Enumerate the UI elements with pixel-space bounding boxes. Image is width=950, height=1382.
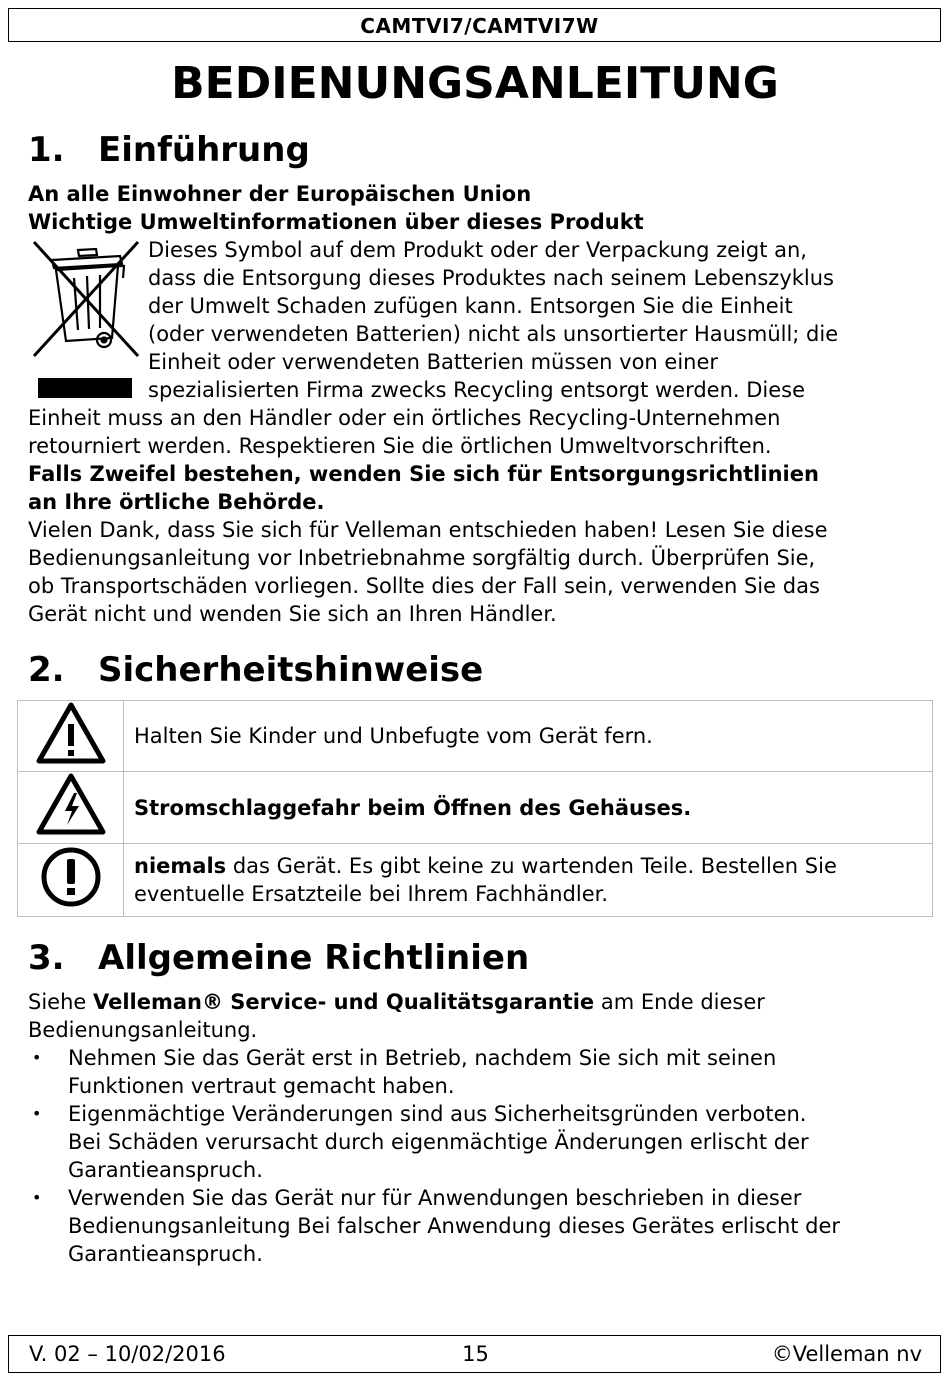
copyright: ©Velleman nv bbox=[771, 1342, 922, 1366]
text-fragment: am Ende dieser bbox=[594, 990, 765, 1014]
table-cell-text bbox=[124, 844, 933, 917]
text-fragment: das Gerät. Es gibt keine zu wartenden Teile. Bestellen Sie bbox=[226, 854, 837, 878]
text-line: dass die Entsorgung dieses Produktes nach seinem Lebenszyklus bbox=[148, 266, 834, 290]
text-line: Funktionen vertraut gemacht haben. bbox=[68, 1074, 455, 1098]
text-line: Verwenden Sie das Gerät nur für Anwendungen beschrieben in dieser bbox=[68, 1186, 802, 1210]
text-line: Gerät nicht und wenden Sie sich an Ihren Händler. bbox=[28, 602, 557, 626]
table-row bbox=[18, 772, 933, 844]
text-fragment: Siehe bbox=[28, 990, 93, 1014]
disposal-text-continued bbox=[28, 404, 923, 628]
text-line: Bei Schäden verursacht durch eigenmächtige Änderungen erlischt der bbox=[68, 1130, 809, 1154]
page-footer bbox=[8, 1335, 941, 1373]
section-number: 2. bbox=[28, 650, 65, 690]
disposal-text-indented bbox=[148, 236, 928, 404]
text-line: Eigenmächtige Veränderungen sind aus Sicherheitsgründen verboten. bbox=[68, 1102, 807, 1126]
emphasis-word: niemals bbox=[134, 854, 227, 878]
environment-info-heading: Wichtige Umweltinformationen über dieses Produkt bbox=[28, 210, 644, 234]
text-line: Bedienungsanleitung vor Inbetriebnahme sorgfältig durch. Überprüfen Sie, bbox=[28, 546, 816, 570]
eu-residents-heading: An alle Einwohner der Europäischen Union bbox=[28, 182, 532, 206]
table-row bbox=[18, 701, 933, 772]
section-2-heading bbox=[28, 648, 483, 692]
text-line: Garantieanspruch. bbox=[68, 1242, 263, 1266]
bullet-icon: • bbox=[32, 1048, 42, 1067]
electric-shock-icon bbox=[36, 773, 106, 835]
text-line: (oder verwendeten Batterien) nicht als unsortierter Hausmüll; die bbox=[148, 322, 839, 346]
section-number: 3. bbox=[28, 938, 65, 978]
table-cell-icon bbox=[18, 701, 124, 772]
document-title: BEDIENUNGSANLEITUNG bbox=[171, 58, 779, 109]
text-line: Nehmen Sie das Gerät erst in Betrieb, nachdem Sie sich mit seinen bbox=[68, 1046, 777, 1070]
text-line: retourniert werden. Respektieren Sie die örtlichen Umweltvorschriften. bbox=[28, 434, 772, 458]
guidelines-list bbox=[28, 1044, 928, 1268]
text-line: Bedienungsanleitung. bbox=[28, 1018, 258, 1042]
text-line: an Ihre örtliche Behörde. bbox=[28, 490, 325, 514]
text-line: Bedienungsanleitung Bei falscher Anwendung dieses Gerätes erlischt der bbox=[68, 1214, 841, 1238]
text-line: Einheit oder verwendeten Batterien müssen von einer bbox=[148, 350, 719, 374]
table-cell-text: Stromschlaggefahr beim Öffnen des Gehäuses. bbox=[124, 772, 933, 844]
bullet-icon: • bbox=[32, 1104, 42, 1123]
version-date: V. 02 – 10/02/2016 bbox=[29, 1342, 226, 1366]
list-item bbox=[28, 1100, 928, 1184]
model-number: CAMTVI7/CAMTVI7W bbox=[360, 14, 599, 38]
table-row bbox=[18, 844, 933, 917]
exclamation-circle-icon bbox=[40, 846, 102, 908]
text-line: ob Transportschäden vorliegen. Sollte dies der Fall sein, verwenden Sie das bbox=[28, 574, 820, 598]
list-item bbox=[28, 1184, 928, 1268]
warranty-reference bbox=[28, 988, 923, 1044]
section-title: Sicherheitshinweise bbox=[98, 650, 484, 690]
text-line: Garantieanspruch. bbox=[68, 1158, 263, 1182]
section-title: Einführung bbox=[98, 130, 310, 170]
section-number: 1. bbox=[28, 130, 65, 170]
warning-triangle-icon bbox=[36, 702, 106, 764]
warranty-name: Velleman® Service- und Qualitätsgarantie bbox=[93, 990, 595, 1014]
safety-table bbox=[17, 700, 933, 917]
section-title: Allgemeine Richtlinien bbox=[98, 938, 530, 978]
model-header bbox=[8, 8, 941, 42]
table-cell-icon bbox=[18, 772, 124, 844]
text-line: Dieses Symbol auf dem Produkt oder der Verpackung zeigt an, bbox=[148, 238, 807, 262]
text-line: Falls Zweifel bestehen, wenden Sie sich für Entsorgungsrichtlinien bbox=[28, 462, 819, 486]
section-3-heading bbox=[28, 936, 529, 980]
table-cell-text: Halten Sie Kinder und Unbefugte vom Gerät fern. bbox=[124, 701, 933, 772]
table-cell-icon bbox=[18, 844, 124, 917]
page-number: 15 bbox=[462, 1342, 489, 1366]
text-line: eventuelle Ersatzteile bei Ihrem Fachhändler. bbox=[134, 882, 609, 906]
list-item bbox=[28, 1044, 928, 1100]
section-1-heading bbox=[28, 128, 310, 172]
bullet-icon: • bbox=[32, 1188, 42, 1207]
crossed-out-wheelie-bin-icon bbox=[30, 238, 142, 398]
text-line: Einheit muss an den Händler oder ein örtliches Recycling-Unternehmen bbox=[28, 406, 781, 430]
text-line: der Umwelt Schaden zufügen kann. Entsorgen Sie die Einheit bbox=[148, 294, 793, 318]
text-line: spezialisierten Firma zwecks Recycling entsorgt werden. Diese bbox=[148, 378, 806, 402]
text-line: Vielen Dank, dass Sie sich für Velleman entschieden haben! Lesen Sie diese bbox=[28, 518, 828, 542]
